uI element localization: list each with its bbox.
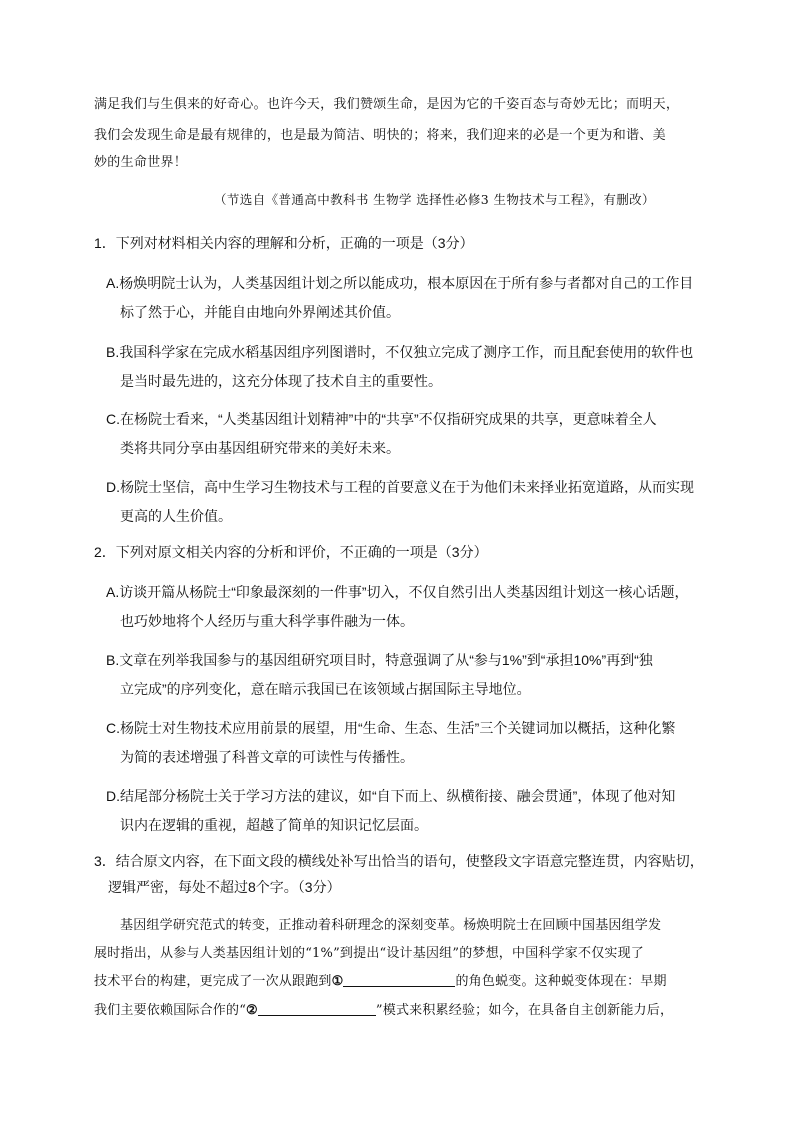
question-2-stem: 2．下列对原文相关内容的分析和评价，不正确的一项是（3分） — [94, 544, 488, 560]
option-text: 类将共同分享由基因组研究带来的美好未来。 — [120, 440, 400, 456]
option-text: B.我国科学家在完成水稻基因组序列图谱时，不仅独立完成了测序工作，而且配套使用的软件也 — [106, 344, 694, 360]
question-1-stem: 1．下列对材料相关内容的理解和分析，正确的一项是（3分） — [94, 235, 474, 251]
option-text: 立完成”的序列变化，意在暗示我国已在该领域占据国际主导地位。 — [120, 681, 531, 697]
context-line — [94, 969, 706, 996]
question-1-option-b — [106, 338, 706, 396]
option-text: 是当时最先进的，这充分体现了技术自主的重要性。 — [120, 373, 442, 389]
question-1-option-a — [106, 269, 706, 327]
context-line — [94, 998, 706, 1025]
stem-text: 逻辑严密，每处不超过8个字。（3分） — [108, 879, 341, 895]
question-3-stem — [94, 848, 714, 900]
option-text: A.杨焕明院士认为，人类基因组计划之所以能成功，根本原因在于所有参与者都对自己的工作目 — [106, 275, 694, 291]
option-text: 识内在逻辑的重视，超越了简单的知识记忆层面。 — [120, 817, 428, 833]
context-text: 我们主要依赖国际合作的“ — [94, 1003, 247, 1018]
blank-1-answer-line[interactable] — [343, 972, 455, 987]
blank-1-marker: ① — [331, 974, 344, 989]
passage-line: 满足我们与生俱来的好奇心。也许今天，我们赞颂生命，是因为它的千姿百态与奇妙无比；而明天， — [94, 97, 680, 112]
context-text: 技术平台的构建，更完成了一次从跟跑到 — [94, 974, 332, 989]
blank-2-marker: ② — [246, 1003, 258, 1018]
option-text: B.文章在列举我国参与的基因组研究项目时，特意强调了从“参与1%”到“承担10%”再到“独 — [106, 652, 653, 668]
question-2-option-d — [106, 782, 706, 840]
option-text: A.访谈开篇从杨院士“印象最深刻的一件事”切入，不仅自然引出人类基因组计划这一核心话题， — [106, 584, 689, 600]
blank-2-answer-line[interactable] — [258, 1001, 376, 1016]
context-text: ”模式来积累经验；如今，在具备自主创新能力后， — [375, 1003, 674, 1018]
question-2-option-a — [106, 578, 706, 636]
option-text: C.在杨院士看来，“人类基因组计划精神”中的“共享”不仅指研究成果的共享，更意味着全人 — [106, 411, 657, 427]
stem-text: 3．结合原文内容，在下面文段的横线处补写出恰当的语句，使整段文字语意完整连贯，内容贴切， — [94, 853, 704, 869]
option-text: C.杨院士对生物技术应用前景的展望，用“生命、生态、生活”三个关键词加以概括，这种化繁 — [106, 720, 676, 736]
passage-line: 妙的生命世界！ — [94, 155, 188, 170]
context-text: 的角色蜕变。这种蜕变体现在：早期 — [455, 974, 667, 989]
option-text: 也巧妙地将个人经历与重大科学事件融为一体。 — [120, 613, 414, 629]
context-line: 展时指出，从参与人类基因组计划的“1%”到提出“设计基因组”的梦想，中国科学家不仅实现了 — [94, 946, 645, 961]
option-text: 标了然于心，并能自由地向外界阐述其价值。 — [120, 304, 400, 320]
option-text: D.结尾部分杨院士关于学习方法的建议，如“自下而上、纵横衔接、融会贯通”，体现了他对知 — [106, 788, 676, 804]
context-line: 基因组学研究范式的转变，正推动着科研理念的深刻变革。杨焕明院士在回顾中国基因组学发 — [120, 918, 662, 933]
source-citation: （节选自《普通高中教科书 生物学 选择性必修3 生物技术与工程》，有删改） — [214, 192, 655, 207]
question-2-option-b — [106, 646, 706, 704]
question-2-option-c — [106, 714, 706, 772]
question-1-option-c — [106, 405, 706, 463]
option-text: 为简的表述增强了科普文章的可读性与传播性。 — [120, 749, 414, 765]
option-text: 更高的人生价值。 — [120, 508, 232, 524]
passage-line: 我们会发现生命是最有规律的，也是最为简洁、明快的；将来，我们迎来的必是一个更为和谐、美 — [94, 128, 666, 143]
question-1-option-d — [106, 473, 706, 531]
option-text: D.杨院士坚信，高中生学习生物技术与工程的首要意义在于为他们未来择业拓宽道路，从而实现 — [106, 479, 694, 495]
